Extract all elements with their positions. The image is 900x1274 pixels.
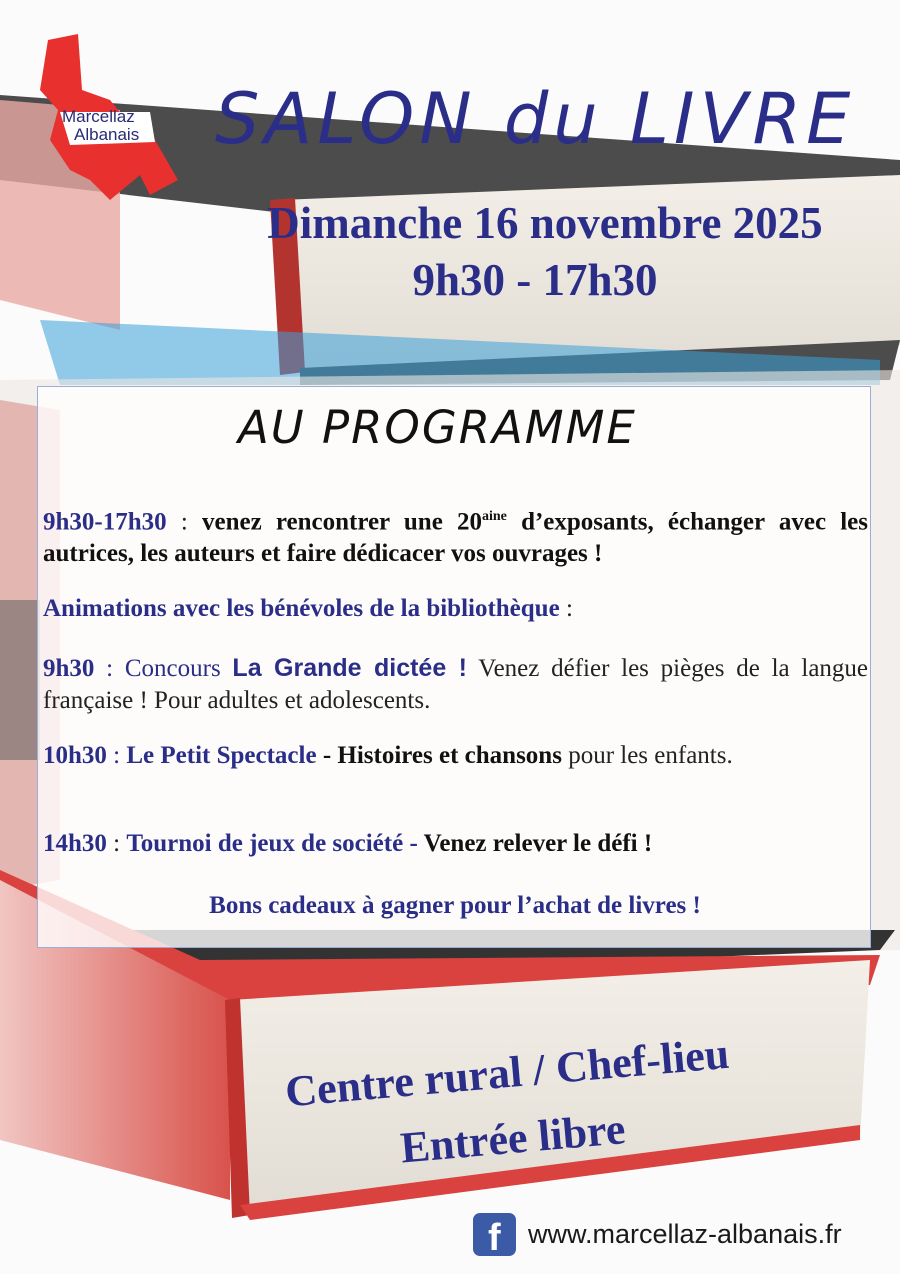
item-concours: Concours [124, 655, 233, 682]
item-separator: : [106, 830, 127, 857]
item-separator: : [166, 508, 202, 536]
program-box [37, 386, 871, 948]
item-name: La Grande dictée ! [232, 654, 468, 682]
item-separator: : [106, 742, 127, 769]
item-separator: : [94, 655, 125, 682]
program-item-all-day [43, 501, 868, 570]
program-item-tournoi [43, 828, 868, 860]
logo-line-2: Albanais [74, 125, 140, 144]
item-dash: - Histoires et chansons [316, 742, 562, 769]
item-name: Le Petit Spectacle [126, 742, 317, 769]
item-text: pour les enfants. [561, 742, 733, 769]
program-title: AU PROGRAMME [238, 401, 637, 454]
logo-text [62, 108, 172, 144]
website-footer [473, 1212, 842, 1259]
animations-colon: : [559, 595, 573, 622]
website-link[interactable]: www.marcellaz-albanais.fr [528, 1218, 842, 1249]
location-entry: Entrée libre [398, 1104, 628, 1173]
program-item-spectacle [43, 740, 868, 772]
item-text: Venez défier les pièges de la langue française ! Pour adultes et adolescents. [43, 655, 869, 714]
item-text: Venez relever le défi ! [417, 830, 653, 857]
item-time: 10h30 [43, 742, 107, 769]
facebook-icon[interactable] [473, 1213, 516, 1259]
item-superscript: aine [481, 509, 507, 524]
item-time: 9h30-17h30 [43, 508, 167, 536]
item-time: 9h30 [43, 655, 95, 682]
event-date: Dimanche 16 novembre 2025 [267, 198, 823, 248]
animations-label: Animations avec les bénévoles de la bibliothèque [43, 595, 560, 622]
item-text-a: venez rencontrer une 20 [201, 508, 482, 536]
item-name: Tournoi de jeux de société - [126, 830, 418, 857]
program-item-dictee [43, 652, 868, 717]
prizes-text: Bons cadeaux à gagner pour l’achat de livres ! [209, 892, 701, 919]
item-text-b: d’exposants, échanger avec les autrices, les auteurs et faire dédicacer vos ouvrages ! [43, 508, 868, 568]
animations-heading [43, 593, 868, 625]
event-hours: 9h30 - 17h30 [412, 255, 658, 305]
location-place: Centre rural / Chef-lieu [283, 1028, 731, 1117]
poster-title: SALON du LIVRE [215, 78, 856, 160]
facebook-letter: f [488, 1216, 501, 1259]
item-time: 14h30 [43, 830, 107, 857]
logo-line-1: Marcellaz [62, 107, 135, 126]
